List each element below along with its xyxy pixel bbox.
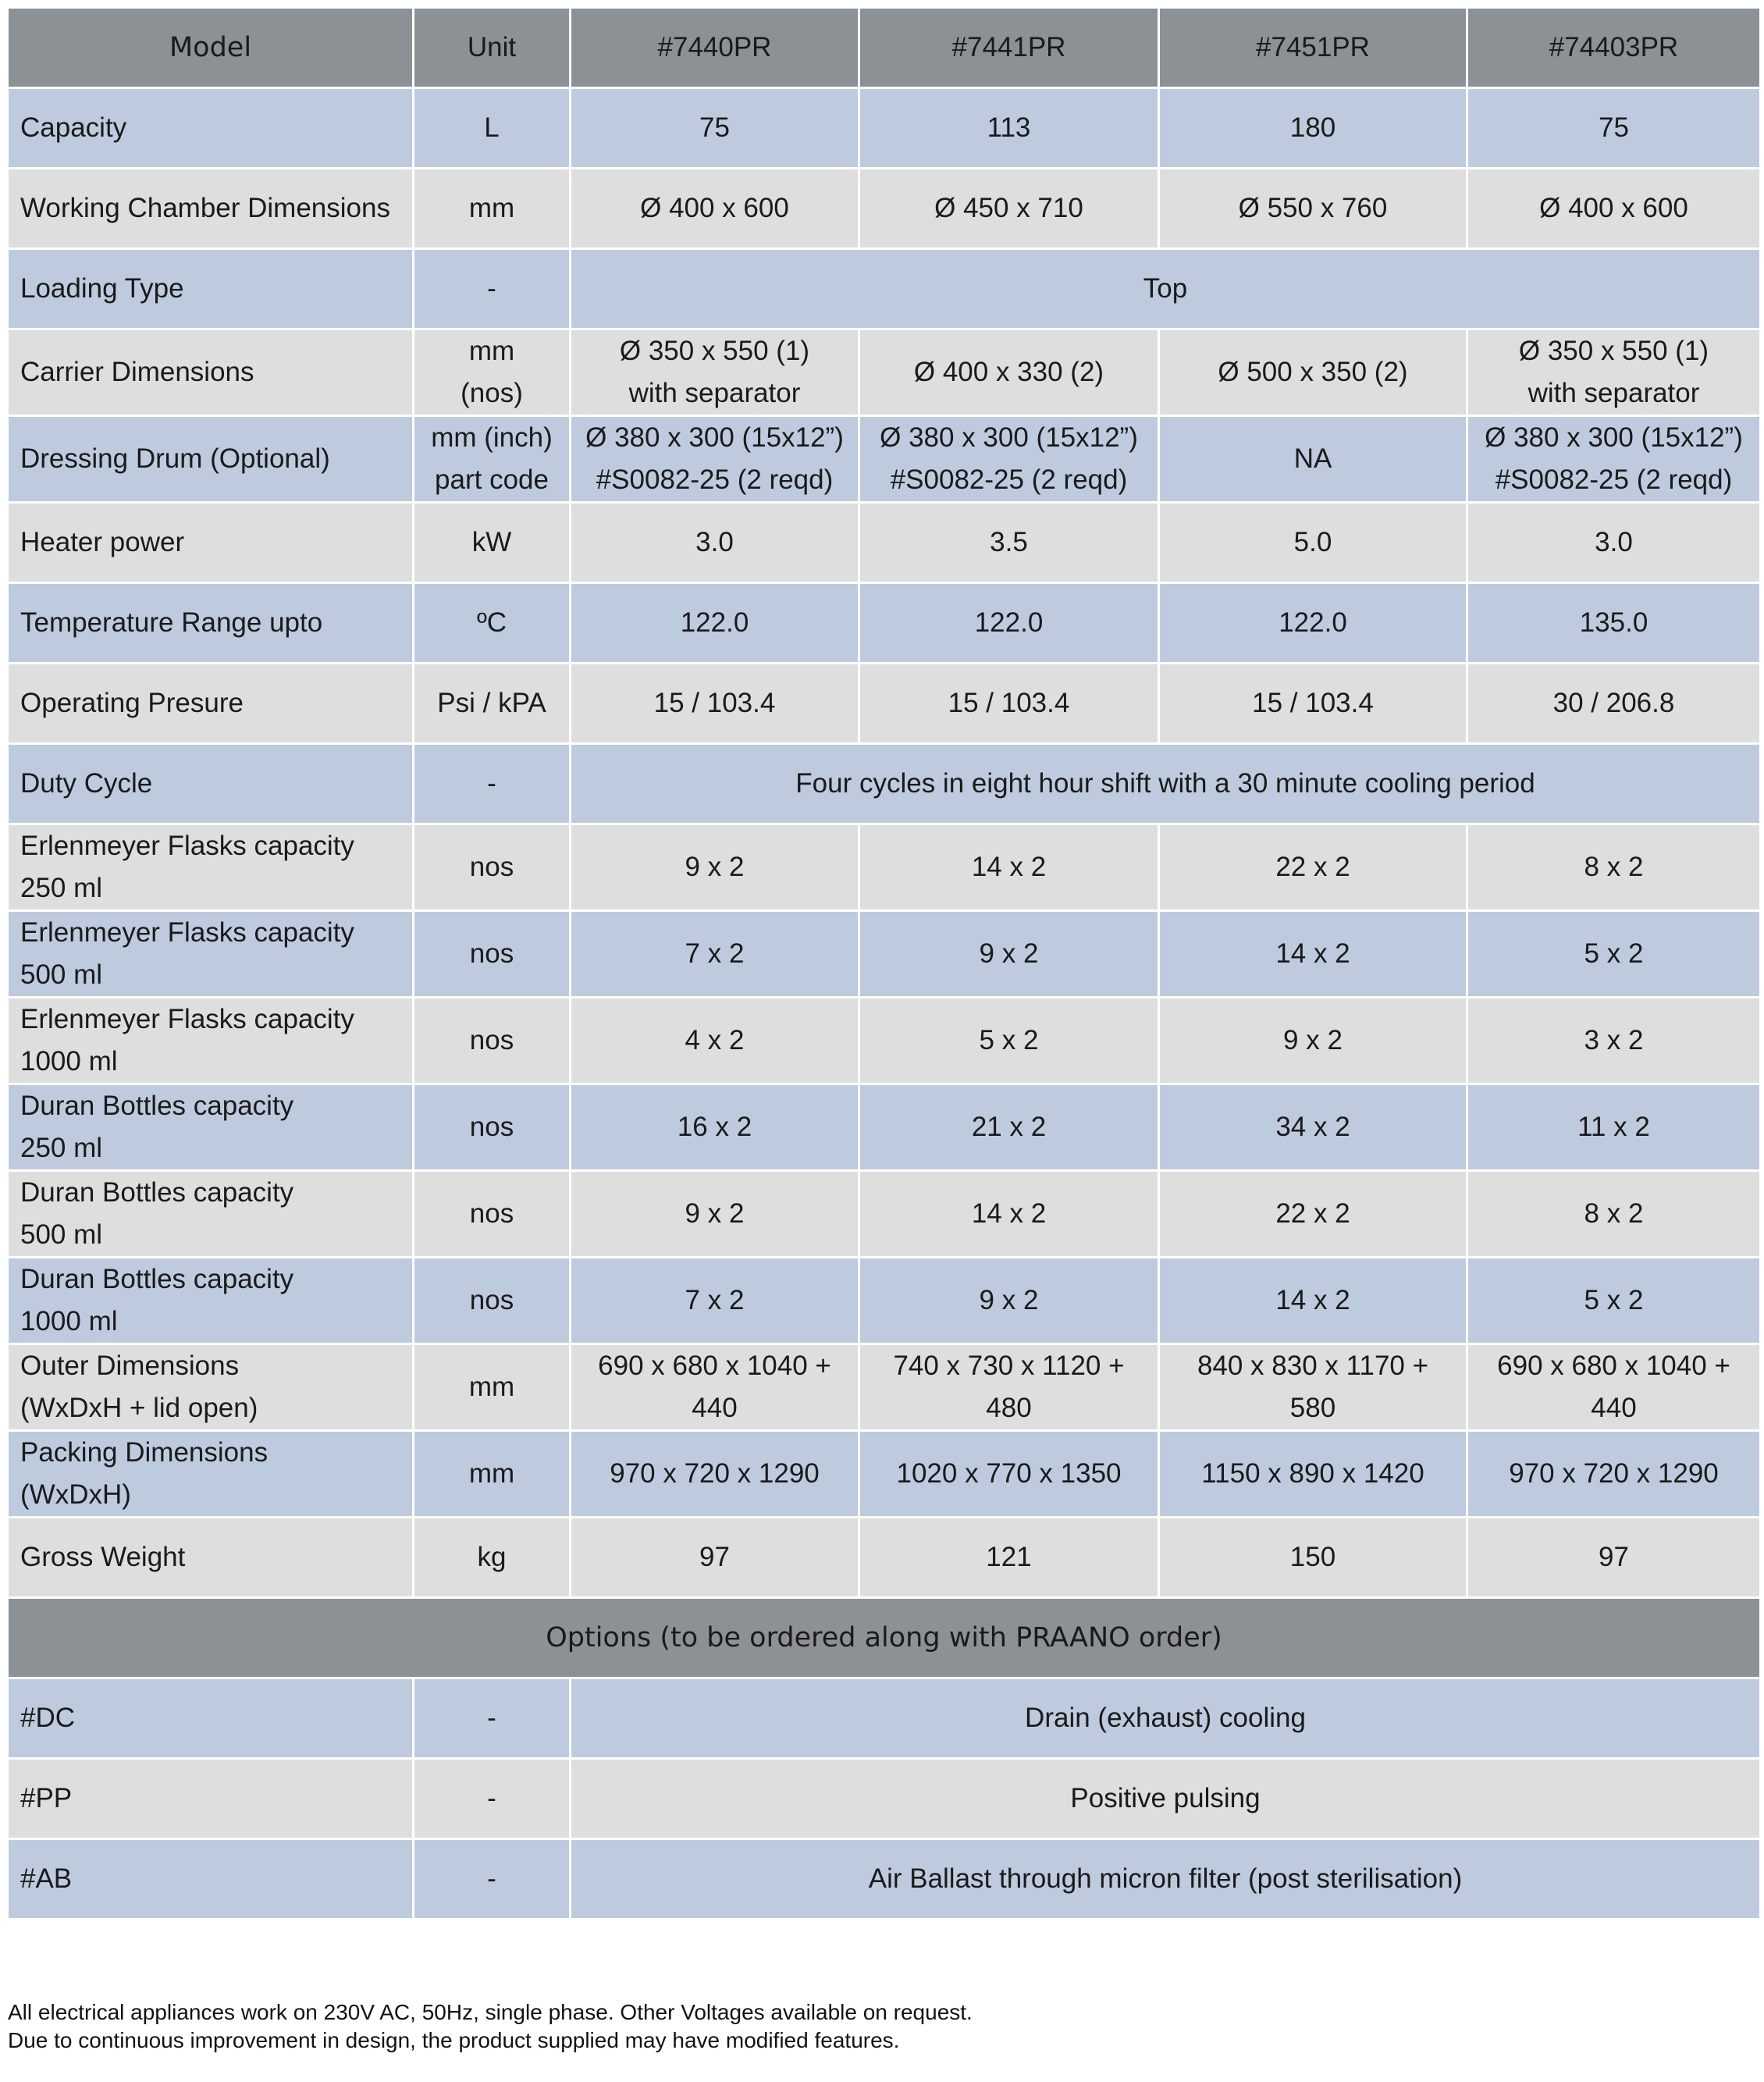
row-value	[571, 1518, 859, 1598]
row-label-line: #AB	[20, 1863, 73, 1894]
row-label-line: 1000 ml	[20, 1046, 118, 1077]
row-unit	[414, 824, 571, 911]
row-value-line: 3 x 2	[1584, 1025, 1644, 1055]
row-value-line: Ø 500 x 350 (2)	[1218, 357, 1408, 387]
row-value-line: 14 x 2	[971, 852, 1047, 882]
row-unit-line: kg	[477, 1542, 507, 1572]
row-unit	[414, 416, 571, 503]
spec-row	[8, 1084, 1761, 1171]
row-value-line: 9 x 2	[685, 852, 745, 882]
spec-row	[8, 1518, 1761, 1598]
row-unit	[414, 583, 571, 664]
row-value	[1467, 583, 1761, 664]
row-value	[1159, 329, 1467, 416]
row-unit	[414, 329, 571, 416]
row-value-line: Ø 400 x 600	[640, 193, 789, 223]
row-value	[1467, 1171, 1761, 1258]
row-value	[859, 664, 1159, 744]
row-span-value-line: Four cycles in eight hour shift with a 30 minute cooling period	[795, 768, 1535, 799]
row-value-line: 1020 x 770 x 1350	[896, 1458, 1122, 1489]
row-value-line: 580	[1289, 1393, 1336, 1423]
row-value-line: 5 x 2	[1584, 1285, 1644, 1315]
header-unit: Unit	[414, 8, 571, 88]
row-label	[8, 1344, 414, 1431]
row-label-line: #DC	[20, 1703, 76, 1733]
row-label-line: Erlenmeyer Flasks capacity	[20, 831, 354, 861]
row-label-line: Temperature Range upto	[20, 607, 323, 638]
row-value-line: 75	[1599, 112, 1629, 143]
row-unit-line: kW	[471, 527, 512, 557]
row-value	[1159, 664, 1467, 744]
row-value-line: 15 / 103.4	[948, 688, 1070, 718]
row-value-line: Ø 400 x 600	[1539, 193, 1688, 223]
row-value-line: #S0082-25 (2 reqd)	[596, 464, 834, 495]
row-span-value-line: Top	[1143, 273, 1188, 304]
row-value	[1159, 824, 1467, 911]
row-label-line: Capacity	[20, 112, 127, 143]
row-value-line: 180	[1289, 112, 1336, 143]
options-header-row	[8, 1598, 1761, 1678]
row-value	[571, 824, 859, 911]
row-value-line: 9 x 2	[685, 1198, 745, 1229]
spec-row	[8, 744, 1761, 824]
row-label-line: Duran Bottles capacity	[20, 1177, 294, 1208]
row-value-line: 122.0	[680, 607, 749, 638]
row-unit-line: -	[487, 1703, 496, 1733]
row-value	[859, 911, 1159, 998]
footnote-line: All electrical appliances work on 230V AC, 50Hz, single phase. Other Voltages available on request.	[8, 2000, 973, 2024]
row-value	[571, 329, 859, 416]
row-value	[1467, 503, 1761, 583]
row-label	[8, 583, 414, 664]
row-value	[1467, 1258, 1761, 1344]
row-label-line: Duran Bottles capacity	[20, 1264, 294, 1294]
row-label	[8, 1759, 414, 1839]
row-label-line: Heater power	[20, 527, 185, 557]
row-value-line: 135.0	[1579, 607, 1648, 638]
row-label	[8, 503, 414, 583]
row-unit	[414, 1678, 571, 1759]
row-label	[8, 1518, 414, 1598]
row-value	[1159, 1171, 1467, 1258]
row-value-line: 840 x 830 x 1170 +	[1197, 1351, 1429, 1381]
row-value-line: 11 x 2	[1577, 1112, 1650, 1142]
row-value	[859, 503, 1159, 583]
row-label	[8, 88, 414, 169]
row-label	[8, 1258, 414, 1344]
row-value	[1467, 1084, 1761, 1171]
header-row	[8, 8, 1761, 88]
row-unit	[414, 1839, 571, 1920]
row-value-line: 7 x 2	[685, 1285, 745, 1315]
row-value-line: Ø 350 x 550 (1)	[619, 336, 810, 366]
row-value	[1467, 824, 1761, 911]
row-value-line: 440	[1591, 1393, 1637, 1423]
row-value-line: 15 / 103.4	[653, 688, 776, 718]
row-value-line: 34 x 2	[1275, 1112, 1350, 1142]
row-value-line: 8 x 2	[1584, 1198, 1644, 1229]
row-value	[1159, 1431, 1467, 1518]
header-model-3: #7451PR	[1159, 8, 1467, 88]
row-value	[859, 88, 1159, 169]
row-value	[571, 1431, 859, 1518]
row-value-line: #S0082-25 (2 reqd)	[1495, 464, 1733, 495]
row-value	[859, 1084, 1159, 1171]
row-unit-line: nos	[469, 938, 514, 969]
row-label	[8, 824, 414, 911]
row-value	[1159, 998, 1467, 1084]
row-label	[8, 1084, 414, 1171]
row-label-line: (WxDxH)	[20, 1479, 131, 1510]
header-model-2: #7441PR	[859, 8, 1159, 88]
row-value-line: 480	[986, 1393, 1032, 1423]
row-unit	[414, 1431, 571, 1518]
row-span-value-line: Drain (exhaust) cooling	[1025, 1703, 1306, 1733]
row-span-value	[571, 1678, 1761, 1759]
row-value	[1467, 1518, 1761, 1598]
row-value-line: 75	[699, 112, 730, 143]
row-label-line: 250 ml	[20, 1133, 103, 1163]
row-value-line: Ø 400 x 330 (2)	[913, 357, 1104, 387]
row-span-value-line: Positive pulsing	[1070, 1783, 1261, 1813]
row-unit-line: nos	[469, 1025, 514, 1055]
row-unit-line: -	[487, 1863, 496, 1894]
row-label-line: #PP	[20, 1783, 73, 1813]
row-value	[1159, 1518, 1467, 1598]
row-value	[571, 1084, 859, 1171]
row-value	[571, 1344, 859, 1431]
row-unit-line: mm	[468, 193, 515, 223]
row-unit	[414, 664, 571, 744]
row-label	[8, 1431, 414, 1518]
row-label-line: Operating Presure	[20, 688, 244, 718]
spec-row	[8, 1431, 1761, 1518]
header-model: Model	[8, 8, 414, 88]
row-value	[1467, 911, 1761, 998]
row-value	[571, 503, 859, 583]
row-value-line: Ø 350 x 550 (1)	[1518, 336, 1709, 366]
row-label-line: (WxDxH + lid open)	[20, 1393, 258, 1423]
row-value-line: 8 x 2	[1584, 852, 1644, 882]
row-unit-line: part code	[435, 464, 549, 495]
spec-row	[8, 664, 1761, 744]
row-span-value	[571, 744, 1761, 824]
row-label	[8, 416, 414, 503]
row-value	[1467, 416, 1761, 503]
options-title: Options (to be ordered along with PRAANO order)	[8, 1598, 1761, 1678]
row-value-line: 22 x 2	[1275, 1198, 1350, 1229]
row-value-line: 30 / 206.8	[1552, 688, 1675, 718]
row-span-value	[571, 1839, 1761, 1920]
row-unit	[414, 169, 571, 249]
row-value	[1159, 1084, 1467, 1171]
row-label	[8, 664, 414, 744]
row-value-line: 9 x 2	[979, 938, 1039, 969]
row-value	[571, 1258, 859, 1344]
header-model-4: #74403PR	[1467, 8, 1761, 88]
row-value	[859, 1171, 1159, 1258]
row-label-line: Packing Dimensions	[20, 1437, 269, 1468]
row-value	[859, 416, 1159, 503]
row-unit	[414, 1171, 571, 1258]
row-value-line: 1150 x 890 x 1420	[1201, 1458, 1424, 1489]
row-label	[8, 249, 414, 329]
row-unit	[414, 998, 571, 1084]
row-label-line: 500 ml	[20, 1219, 103, 1250]
header-model-1: #7440PR	[571, 8, 859, 88]
row-label-line: 1000 ml	[20, 1306, 118, 1336]
row-unit-line: nos	[469, 1198, 514, 1229]
row-value	[859, 1258, 1159, 1344]
row-unit-line: nos	[469, 1285, 514, 1315]
row-unit	[414, 1084, 571, 1171]
row-value-line: 22 x 2	[1275, 852, 1350, 882]
row-value-line: 15 / 103.4	[1252, 688, 1374, 718]
row-value	[1467, 329, 1761, 416]
row-unit	[414, 503, 571, 583]
row-value-line: #S0082-25 (2 reqd)	[890, 464, 1128, 495]
row-value-line: with separator	[1527, 378, 1700, 408]
row-value	[1159, 1344, 1467, 1431]
row-unit-line: Psi / kPA	[437, 688, 546, 718]
spec-row	[8, 503, 1761, 583]
row-value	[859, 329, 1159, 416]
row-value	[1159, 169, 1467, 249]
row-label-line: Duty Cycle	[20, 768, 153, 799]
row-value-line: Ø 550 x 760	[1238, 193, 1388, 223]
row-label	[8, 1678, 414, 1759]
row-value-line: 97	[699, 1542, 730, 1572]
row-value	[1467, 88, 1761, 169]
row-unit-line: -	[487, 1783, 496, 1813]
spec-body	[8, 88, 1761, 1598]
row-value-line: 121	[986, 1542, 1032, 1572]
row-value	[1159, 88, 1467, 169]
row-label-line: Carrier Dimensions	[20, 357, 254, 387]
row-span-value	[571, 1759, 1761, 1839]
row-unit-line: -	[487, 768, 496, 799]
row-value	[859, 1344, 1159, 1431]
row-value	[571, 664, 859, 744]
spec-row	[8, 1258, 1761, 1344]
row-value	[859, 1431, 1159, 1518]
row-value	[859, 169, 1159, 249]
row-value-line: 3.0	[1595, 527, 1633, 557]
row-value-line: 14 x 2	[971, 1198, 1047, 1229]
row-unit-line: nos	[469, 852, 514, 882]
row-unit	[414, 911, 571, 998]
row-unit-line: -	[487, 273, 496, 304]
row-value-line: 5 x 2	[1584, 938, 1644, 969]
row-value-line: 7 x 2	[685, 938, 745, 969]
row-value	[859, 824, 1159, 911]
row-unit	[414, 88, 571, 169]
row-label	[8, 1171, 414, 1258]
row-value-line: with separator	[628, 378, 801, 408]
row-value-line: 690 x 680 x 1040 +	[1497, 1351, 1730, 1381]
row-unit-line: mm	[468, 1372, 515, 1402]
spec-row	[8, 329, 1761, 416]
row-label	[8, 911, 414, 998]
spec-row	[8, 911, 1761, 998]
row-unit-line: mm (inch)	[431, 422, 553, 453]
row-label-line: Erlenmeyer Flasks capacity	[20, 1004, 354, 1034]
row-value-line: Ø 380 x 300 (15x12”)	[585, 422, 844, 453]
spec-row	[8, 416, 1761, 503]
row-label	[8, 329, 414, 416]
row-value	[859, 1518, 1159, 1598]
row-value	[1467, 998, 1761, 1084]
row-value	[571, 416, 859, 503]
spec-row	[8, 824, 1761, 911]
row-unit-line: (nos)	[461, 378, 523, 408]
option-row	[8, 1759, 1761, 1839]
row-unit-line: mm	[468, 336, 515, 366]
row-value-line: 113	[987, 112, 1031, 143]
row-value-line: Ø 450 x 710	[934, 193, 1083, 223]
row-value-line: Ø 380 x 300 (15x12”)	[880, 422, 1138, 453]
row-label-line: Loading Type	[20, 273, 184, 304]
row-label-line: Erlenmeyer Flasks capacity	[20, 917, 354, 948]
row-value-line: 97	[1599, 1542, 1629, 1572]
footnotes	[8, 1998, 973, 2055]
spec-row	[8, 88, 1761, 169]
row-value-line: 16 x 2	[677, 1112, 752, 1142]
row-label-line: Outer Dimensions	[20, 1351, 240, 1381]
option-row	[8, 1839, 1761, 1920]
row-value-line: 740 x 730 x 1120 +	[893, 1351, 1125, 1381]
row-value	[1159, 416, 1467, 503]
row-label	[8, 169, 414, 249]
row-unit	[414, 1258, 571, 1344]
row-value	[571, 583, 859, 664]
row-value-line: 970 x 720 x 1290	[610, 1458, 820, 1489]
row-label	[8, 744, 414, 824]
row-value-line: 150	[1289, 1542, 1336, 1572]
row-unit-line: mm	[468, 1458, 515, 1489]
row-value	[859, 583, 1159, 664]
row-span-value	[571, 249, 1761, 329]
row-value-line: 5 x 2	[979, 1025, 1039, 1055]
row-value-line: 14 x 2	[1275, 938, 1350, 969]
row-label	[8, 998, 414, 1084]
row-value-line: Ø 380 x 300 (15x12”)	[1485, 422, 1743, 453]
row-span-value-line: Air Ballast through micron filter (post sterilisation)	[868, 1863, 1463, 1894]
row-label-line: 250 ml	[20, 873, 103, 903]
row-unit	[414, 744, 571, 824]
row-value-line: 122.0	[1279, 607, 1347, 638]
row-value	[571, 88, 859, 169]
row-value-line: 21 x 2	[971, 1112, 1047, 1142]
row-value	[1467, 664, 1761, 744]
spec-row	[8, 583, 1761, 664]
row-value	[1159, 911, 1467, 998]
row-value-line: 690 x 680 x 1040 +	[598, 1351, 831, 1381]
spec-table	[6, 6, 1762, 1920]
spec-row	[8, 169, 1761, 249]
row-unit-line: L	[484, 112, 500, 143]
row-value-line: 9 x 2	[979, 1285, 1039, 1315]
row-value-line: 5.0	[1293, 527, 1332, 557]
row-value	[1159, 1258, 1467, 1344]
spec-row	[8, 998, 1761, 1084]
row-value	[1467, 1344, 1761, 1431]
row-unit-line: ºC	[476, 607, 507, 638]
row-value	[1159, 583, 1467, 664]
row-value	[571, 169, 859, 249]
row-value	[859, 998, 1159, 1084]
row-label-line: Dressing Drum (Optional)	[20, 443, 330, 474]
option-row	[8, 1678, 1761, 1759]
spec-row	[8, 249, 1761, 329]
spec-row	[8, 1344, 1761, 1431]
row-unit-line: nos	[469, 1112, 514, 1142]
row-value-line: 3.0	[695, 527, 734, 557]
row-value-line: 122.0	[974, 607, 1044, 638]
row-label-line: Working Chamber Dimensions	[20, 193, 390, 223]
row-value-line: 3.5	[990, 527, 1028, 557]
row-unit	[414, 249, 571, 329]
row-value	[571, 998, 859, 1084]
row-unit	[414, 1344, 571, 1431]
row-value-line: 440	[692, 1393, 738, 1423]
row-unit	[414, 1759, 571, 1839]
row-label-line: Gross Weight	[20, 1542, 186, 1572]
footnote-line: Due to continuous improvement in design, the product supplied may have modified features.	[8, 2028, 900, 2052]
row-label-line: 500 ml	[20, 959, 103, 990]
row-value	[571, 911, 859, 998]
options-body	[8, 1598, 1761, 1920]
row-label-line: Duran Bottles capacity	[20, 1091, 294, 1121]
row-value-line: 970 x 720 x 1290	[1509, 1458, 1719, 1489]
row-unit	[414, 1518, 571, 1598]
row-label	[8, 1839, 414, 1920]
row-value	[1467, 169, 1761, 249]
spec-row	[8, 1171, 1761, 1258]
row-value-line: 4 x 2	[685, 1025, 745, 1055]
row-value-line: NA	[1293, 443, 1332, 474]
row-value	[571, 1171, 859, 1258]
row-value	[1159, 503, 1467, 583]
row-value	[1467, 1431, 1761, 1518]
row-value-line: 9 x 2	[1283, 1025, 1343, 1055]
row-value-line: 14 x 2	[1275, 1285, 1350, 1315]
